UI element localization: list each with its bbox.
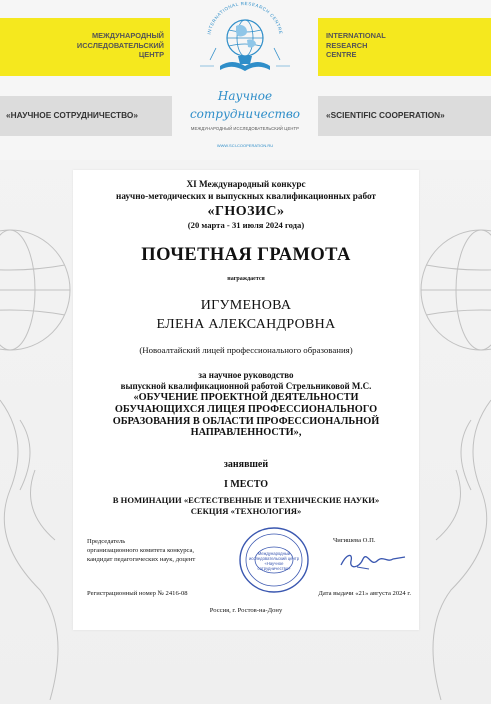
contest-line-2: научно-методических и выпускных квалификационных работ bbox=[116, 191, 376, 201]
registration-number: Регистрационный номер № 2416-08 bbox=[87, 590, 188, 597]
ru-centre-line: ЦЕНТР bbox=[138, 50, 164, 59]
svg-text:исследовательский центр: исследовательский центр bbox=[248, 556, 300, 561]
ru-centre-line: МЕЖДУНАРОДНЫЙ bbox=[91, 31, 164, 40]
chair-line: организационного комитета конкурса, bbox=[87, 547, 195, 554]
en-centre-name bbox=[326, 31, 486, 60]
award-reason-line-1: за научное руководство bbox=[198, 370, 294, 380]
svg-text:«Научное: «Научное bbox=[264, 561, 284, 566]
contest-line-1: XI Международный конкурс bbox=[186, 179, 306, 189]
awarded-label: награждается bbox=[227, 276, 265, 282]
nomination-line: В НОМИНАЦИИ «ЕСТЕСТВЕННЫЕ И ТЕХНИЧЕСКИЕ НАУКИ» bbox=[112, 495, 380, 505]
place-label: I МЕСТО bbox=[223, 479, 269, 490]
work-title: «ОБУЧЕНИЕ ПРОЕКТНОЙ ДЕЯТЕЛЬНОСТИ ОБУЧАЮЩИХСЯ ЛИЦЕЯ ПРОФЕССИОНАЛЬНОГО ОБРАЗОВАНИЯ В ОБЛАСТИ ПРОФЕССИОНАЛЬНОЙ НАПРАВЛЕННОСТИ», bbox=[112, 392, 380, 439]
header-band bbox=[0, 0, 491, 160]
handwritten-signature-icon bbox=[337, 547, 409, 573]
chair-line: кандидат педагогических наук, доцент bbox=[87, 556, 196, 563]
signer-name: Чигишева О.П. bbox=[333, 537, 376, 544]
en-centre-line: CENTRE bbox=[326, 50, 357, 59]
location: Россия, г. Ростов-на-Дону bbox=[209, 607, 283, 614]
ru-motto: «НАУЧНОЕ СОТРУДНИЧЕСТВО» bbox=[6, 110, 138, 120]
ru-centre-name bbox=[4, 31, 164, 60]
logo-title bbox=[180, 90, 310, 120]
contest-dates: (20 марта - 31 июля 2024 года) bbox=[187, 220, 305, 230]
chair-line: Председатель bbox=[87, 538, 126, 545]
logo-title-line: Научное bbox=[217, 89, 273, 103]
official-stamp-icon bbox=[237, 525, 311, 595]
en-centre-line: INTERNATIONAL bbox=[326, 31, 386, 40]
logo-subtitle: МЕЖДУНАРОДНЫЙ ИССЛЕДОВАТЕЛЬСКИЙ ЦЕНТР bbox=[190, 126, 300, 131]
chair-title bbox=[87, 537, 257, 564]
centre-logo bbox=[180, 0, 310, 160]
section-line: СЕКЦИЯ «ТЕХНОЛОГИЯ» bbox=[190, 506, 302, 516]
svg-text:сотрудничество»: сотрудничество» bbox=[257, 566, 291, 571]
took-label: занявшей bbox=[223, 459, 269, 470]
globe-logo-icon bbox=[180, 0, 310, 92]
en-centre-line: RESEARCH bbox=[326, 40, 368, 50]
recipient-organization: (Новоалтайский лицей профессионального образования) bbox=[139, 345, 353, 355]
certificate-paper bbox=[73, 170, 419, 630]
logo-url: WWW.SCI-COOPERATION.RU bbox=[216, 143, 274, 148]
ru-motto-band bbox=[0, 96, 172, 136]
ru-centre-line: ИССЛЕДОВАТЕЛЬСКИЙ bbox=[76, 40, 164, 50]
contest-name: «ГНОЗИС» bbox=[207, 204, 285, 219]
logo-title-line: сотрудничество bbox=[189, 107, 301, 121]
en-motto-band bbox=[318, 96, 491, 136]
logo-ring-text: INTERNATIONAL RESEARCH CENTRE bbox=[206, 0, 284, 35]
en-centre-block bbox=[318, 18, 491, 76]
issue-date: Дата выдачи «21» августа 2024 г. bbox=[318, 590, 411, 597]
certificate-title: ПОЧЕТНАЯ ГРАМОТА bbox=[141, 245, 351, 265]
svg-text:Международный: Международный bbox=[257, 551, 291, 556]
award-reason-line-2: выпускной квалификационной работой Стрельниковой М.С. bbox=[120, 381, 372, 391]
recipient-surname: ИГУМЕНОВА bbox=[200, 298, 292, 313]
en-motto: «SCIENTIFIC COOPERATION» bbox=[326, 110, 445, 120]
recipient-given-names: ЕЛЕНА АЛЕКСАНДРОВНА bbox=[156, 317, 336, 332]
ru-centre-block bbox=[0, 18, 170, 76]
